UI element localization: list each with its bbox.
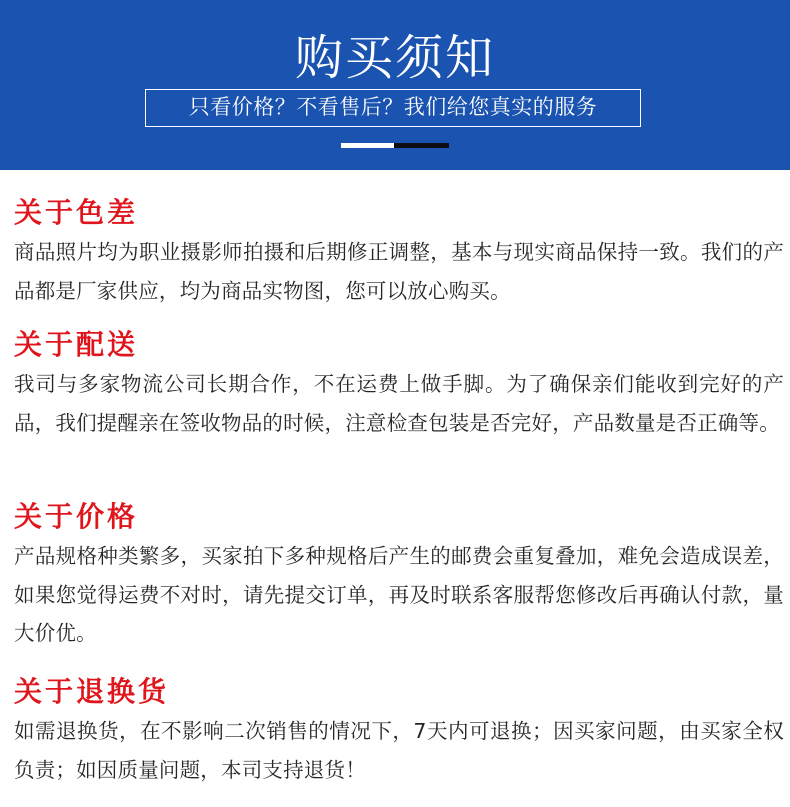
page-title: 购买须知 <box>294 30 495 86</box>
decorative-bar-white <box>341 143 394 148</box>
section-body: 如需退换货，在不影响二次销售的情况下，7天内可退换；因买家问题，由买家全权负责；如因质量问题，本司支持退货！ <box>14 719 784 782</box>
section-heading: 关于色差 <box>14 196 139 229</box>
decorative-bar-black <box>394 143 449 148</box>
section-heading: 关于配送 <box>14 328 139 361</box>
section-color-difference <box>14 195 784 310</box>
section-price <box>14 499 784 653</box>
section-returns <box>14 674 784 789</box>
section-heading: 关于价格 <box>14 500 139 533</box>
section-delivery <box>14 327 784 442</box>
header-banner <box>0 0 790 170</box>
section-body: 产品规格种类繁多，买家拍下多种规格后产生的邮费会重复叠加，难免会造成误差，如果您觉得运费不对时，请先提交订单，再及时联系客服帮您修改后再确认付款，量大价优。 <box>14 544 784 645</box>
section-body: 我司与多家物流公司长期合作，不在运费上做手脚。为了确保亲们能收到完好的产品，我们提醒亲在签收物品的时候，注意检查包装是否完好，产品数量是否正确等。 <box>14 372 784 435</box>
section-body: 商品照片均为职业摄影师拍摄和后期修正调整，基本与现实商品保持一致。我们的产品都是厂家供应，均为商品实物图，您可以放心购买。 <box>14 240 784 303</box>
section-heading: 关于退换货 <box>14 675 170 708</box>
banner-subtitle: 只看价格？不看售后？我们给您真实的服务 <box>145 89 641 127</box>
